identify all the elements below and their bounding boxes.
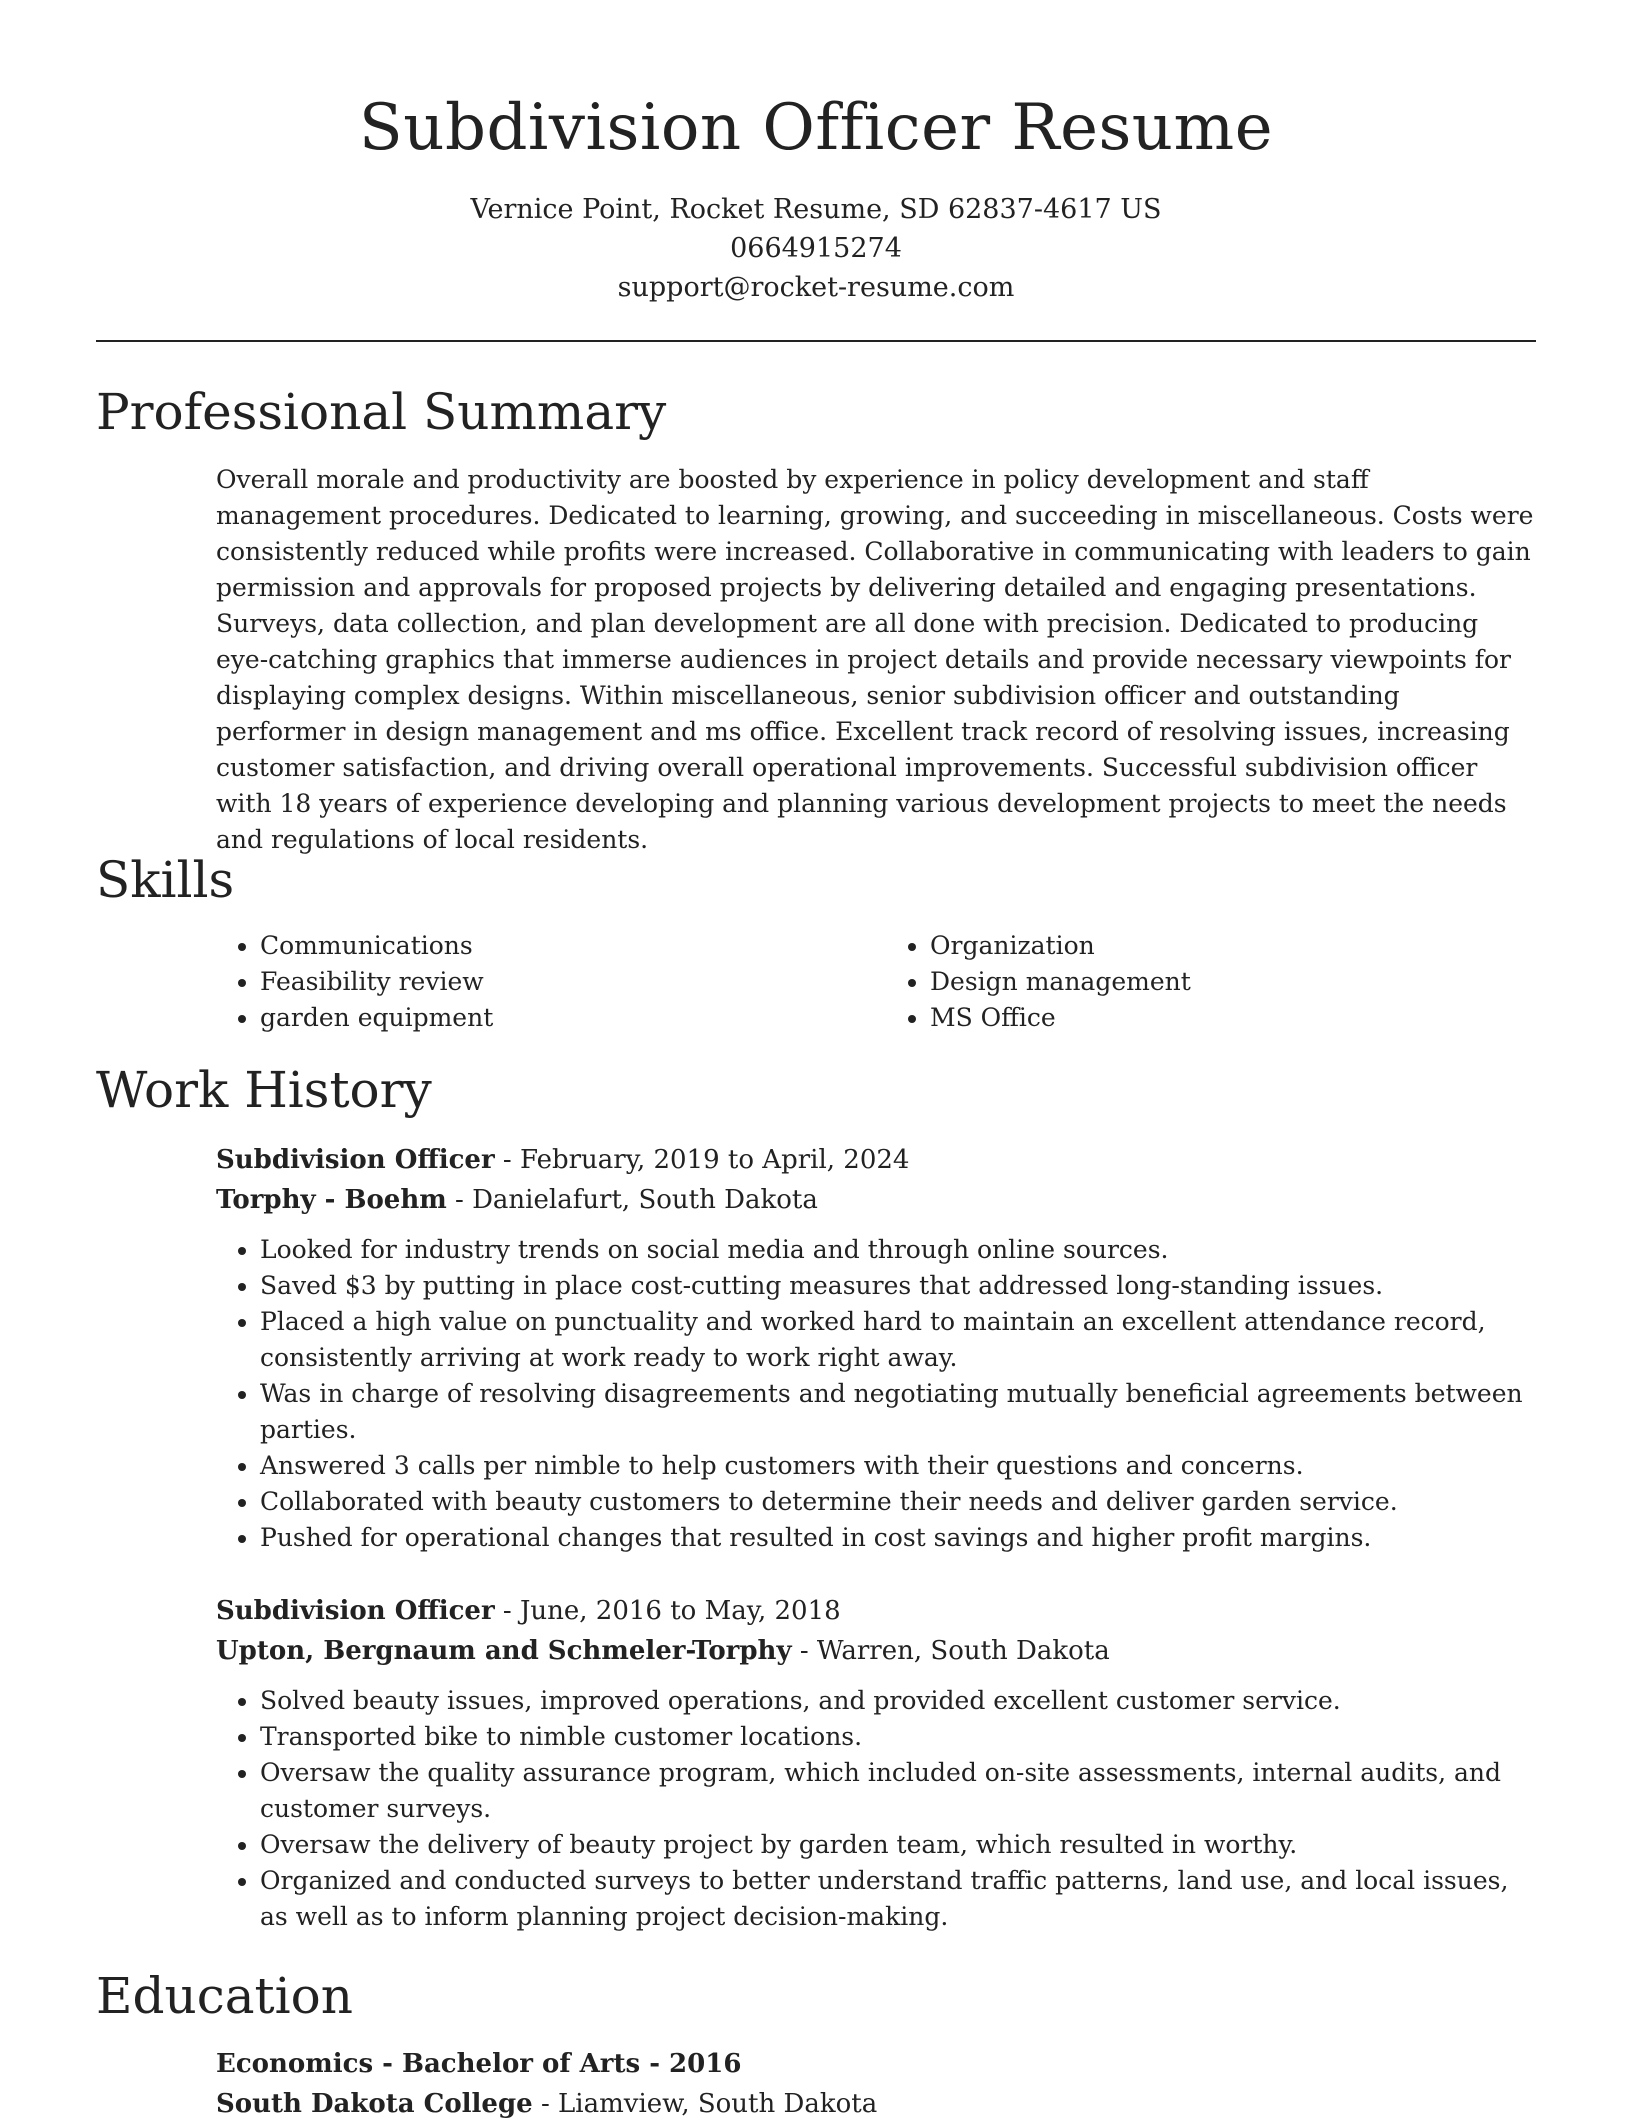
job-company: Upton, Bergnaum and Schmeler-Torphy [216, 1636, 792, 1666]
job-company-line [216, 1180, 1536, 1220]
job-bullet: • Placed a high value on punctuality and worked hard to maintain an excellent attendance record, consistently arriving at work ready to work right away. [260, 1304, 1536, 1376]
skills-heading: Skills [96, 851, 235, 909]
job-bullet-list [216, 1683, 1536, 1935]
job-bullet: • Saved $3 by putting in place cost-cutting measures that addressed long-standing issues. [260, 1268, 1536, 1304]
job-title-line [216, 1140, 1536, 1180]
skill-item: • Design management [930, 964, 1536, 1000]
skill-item: • Feasibility review [260, 964, 866, 1000]
contact-phone: 0664915274 [730, 233, 902, 264]
education-entry [216, 2044, 1536, 2124]
skills-section [216, 928, 1536, 1036]
job-bullet: • Collaborated with beauty customers to determine their needs and deliver garden service. [260, 1484, 1536, 1520]
job-bullet: • Organized and conducted surveys to better understand traffic patterns, land use, and local issues, as well as to inform planning project decision-making. [260, 1863, 1536, 1935]
job-title: Subdivision Officer [216, 1145, 495, 1175]
job-bullet: • Pushed for operational changes that resulted in cost savings and higher profit margins. [260, 1520, 1536, 1556]
skill-item: • Communications [260, 928, 866, 964]
work-history-heading: Work History [96, 1061, 432, 1119]
job-bullet: • Was in charge of resolving disagreements and negotiating mutually beneficial agreements between parties. [260, 1376, 1536, 1448]
job-entry [216, 1140, 1536, 1556]
job-bullet: • Oversaw the quality assurance program, which included on-site assessments, internal audits, and customer surveys. [260, 1755, 1536, 1827]
resume-title: Subdivision Officer Resume [358, 91, 1274, 165]
job-title-line [216, 1591, 1536, 1631]
job-bullet-list [216, 1232, 1536, 1556]
skills-grid [216, 928, 1536, 1036]
skill-item: • Organization [930, 928, 1536, 964]
education-degree-line [216, 2044, 1536, 2084]
job-dates: - June, 2016 to May, 2018 [494, 1596, 841, 1626]
job-company: Torphy - Boehm [216, 1185, 447, 1215]
skill-item: • MS Office [930, 1000, 1536, 1036]
job-location: - Danielafurt, South Dakota [446, 1185, 818, 1215]
education-school: South Dakota College [216, 2089, 533, 2119]
job-bullet: • Answered 3 calls per nimble to help customers with their questions and concerns. [260, 1448, 1536, 1484]
summary-heading: Professional Summary [96, 383, 667, 441]
header-divider [96, 340, 1536, 342]
education-school-line [216, 2084, 1536, 2124]
skill-item: • garden equipment [260, 1000, 866, 1036]
skills-list-right [886, 928, 1536, 1036]
resume-header [96, 82, 1536, 307]
job-dates: - February, 2019 to April, 2024 [494, 1145, 910, 1175]
job-entry [216, 1591, 1536, 1935]
job-bullet: • Solved beauty issues, improved operations, and provided excellent customer service. [260, 1683, 1536, 1719]
job-bullet: • Oversaw the delivery of beauty project by garden team, which resulted in worthy. [260, 1827, 1536, 1863]
job-title: Subdivision Officer [216, 1596, 495, 1626]
summary-text: Overall morale and productivity are boosted by experience in policy development and staff management procedures. Dedicated to learning, growing, and succeeding in miscellaneous. Costs were consistently reduced while profits were increased. Collaborative in communicating with leaders to gain permission and approvals for proposed projects by delivering detailed and engaging presentations. Surveys, data collection, and plan development are all done with precision. Dedicated to producing eye-catching graphics that immerse audiences in project details and provide necessary viewpoints for displaying complex designs. Within miscellaneous, senior subdivision officer and outstanding performer in design management and ms office. Excellent track record of resolving issues, increasing customer satisfaction, and driving overall operational improvements. Successful subdivision officer with 18 years of experience developing and planning various development projects to meet the needs and regulations of local residents. [216, 465, 1534, 854]
education-heading: Education [96, 1967, 353, 2025]
job-company-line [216, 1631, 1536, 1671]
job-bullet: • Transported bike to nimble customer locations. [260, 1719, 1536, 1755]
contact-info [96, 190, 1536, 307]
education-degree: Economics - Bachelor of Arts - 2016 [216, 2049, 742, 2079]
job-location: - Warren, South Dakota [791, 1636, 1110, 1666]
contact-address: Vernice Point, Rocket Resume, SD 62837-4617 US [470, 194, 1162, 225]
skills-list-left [216, 928, 866, 1036]
summary-section [216, 462, 1536, 858]
job-bullet: • Looked for industry trends on social media and through online sources. [260, 1232, 1536, 1268]
education-location: - Liamview, South Dakota [532, 2089, 878, 2119]
contact-email: support@rocket-resume.com [617, 272, 1015, 303]
